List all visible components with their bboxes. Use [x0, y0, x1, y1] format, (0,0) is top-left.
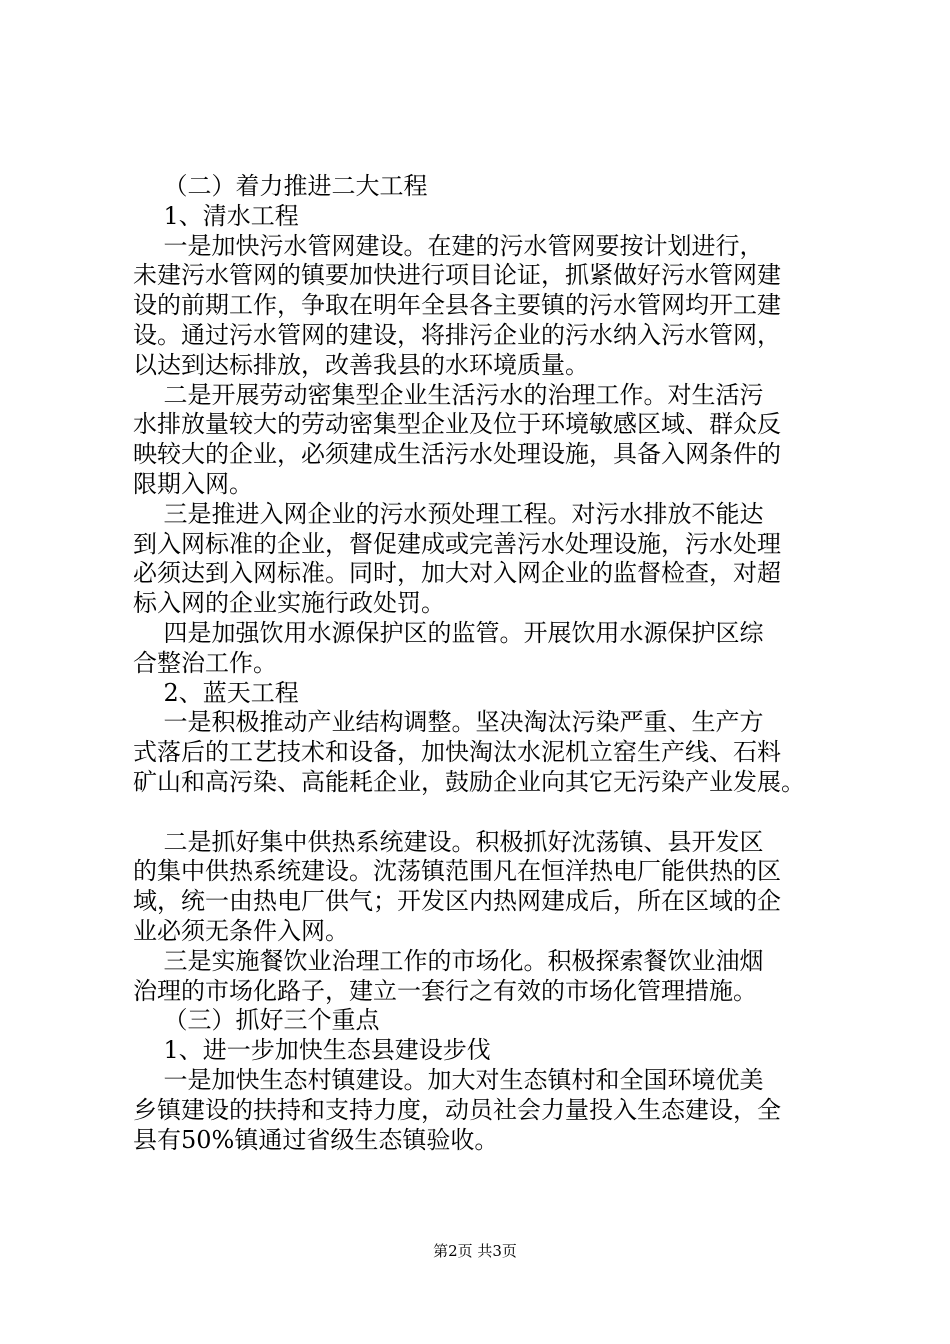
subsection-heading: 1、清水工程 — [133, 201, 299, 230]
document-body — [133, 172, 833, 1155]
paragraph-line: 治理的市场化路子，建立一套行之有效的市场化管理措施。 — [133, 976, 757, 1005]
paragraph-line: 三是实施餐饮业治理工作的市场化。积极探索餐饮业油烟 — [133, 946, 764, 975]
page-number-footer: 第2页 共3页 — [433, 1242, 517, 1260]
paragraph-line: 以达到达标排放，改善我县的水环境质量。 — [133, 350, 589, 379]
paragraph-line: 县有50%镇通过省级生态镇验收。 — [133, 1125, 499, 1154]
paragraph-line: 一是加快生态村镇建设。加大对生态镇村和全国环境优美 — [133, 1065, 764, 1094]
paragraph-line: 限期入网。 — [133, 469, 253, 498]
paragraph-line: 映较大的企业，必须建成生活污水处理设施，具备入网条件的 — [133, 440, 781, 469]
paragraph-line: 到入网标准的企业，督促建成或完善污水处理设施，污水处理 — [133, 529, 781, 558]
paragraph-line: 水排放量较大的劳动密集型企业及位于环境敏感区域、群众反 — [133, 410, 781, 439]
paragraph-line: 的集中供热系统建设。沈荡镇范围凡在恒洋热电厂能供热的区 — [133, 857, 781, 886]
section-heading: （三）抓好三个重点 — [133, 1006, 380, 1035]
paragraph-line: 设的前期工作，争取在明年全县各主要镇的污水管网均开工建 — [133, 291, 781, 320]
paragraph-line: 乡镇建设的扶持和支持力度，动员社会力量投入生态建设，全 — [133, 1095, 781, 1124]
paragraph-line: 标入网的企业实施行政处罚。 — [133, 589, 445, 618]
paragraph-line: 合整治工作。 — [133, 648, 277, 677]
paragraph-line: 一是积极推动产业结构调整。坚决淘汰污染严重、生产方 — [133, 708, 764, 737]
paragraph-line: 式落后的工艺技术和设备，加快淘汰水泥机立窑生产线、石料 — [133, 738, 781, 767]
paragraph-line: 业必须无条件入网。 — [133, 916, 349, 945]
blank-line — [133, 798, 833, 828]
paragraph-line: 矿山和高污染、高能耗企业，鼓励企业向其它无污染产业发展。 — [133, 767, 805, 796]
paragraph-line: 二是开展劳动密集型企业生活污水的治理工作。对生活污 — [133, 380, 764, 409]
paragraph-line: 必须达到入网标准。同时，加大对入网企业的监督检查，对超 — [133, 559, 781, 588]
paragraph-line: 三是推进入网企业的污水预处理工程。对污水排放不能达 — [133, 499, 764, 528]
section-heading: （二）着力推进二大工程 — [133, 172, 428, 200]
paragraph-line: 设。通过污水管网的建设，将排污企业的污水纳入污水管网， — [133, 320, 781, 349]
subsection-heading: 1、进一步加快生态县建设步伐 — [133, 1036, 491, 1065]
paragraph-line: 未建污水管网的镇要加快进行项目论证，抓紧做好污水管网建 — [133, 261, 781, 290]
paragraph-line: 一是加快污水管网建设。在建的污水管网要按计划进行， — [133, 231, 764, 260]
paragraph-line: 域，统一由热电厂供气；开发区内热网建成后，所在区域的企 — [133, 887, 781, 916]
paragraph-line: 二是抓好集中供热系统建设。积极抓好沈荡镇、县开发区 — [133, 827, 764, 856]
subsection-heading: 2、蓝天工程 — [133, 678, 299, 707]
paragraph-line: 四是加强饮用水源保护区的监管。开展饮用水源保护区综 — [133, 618, 764, 647]
